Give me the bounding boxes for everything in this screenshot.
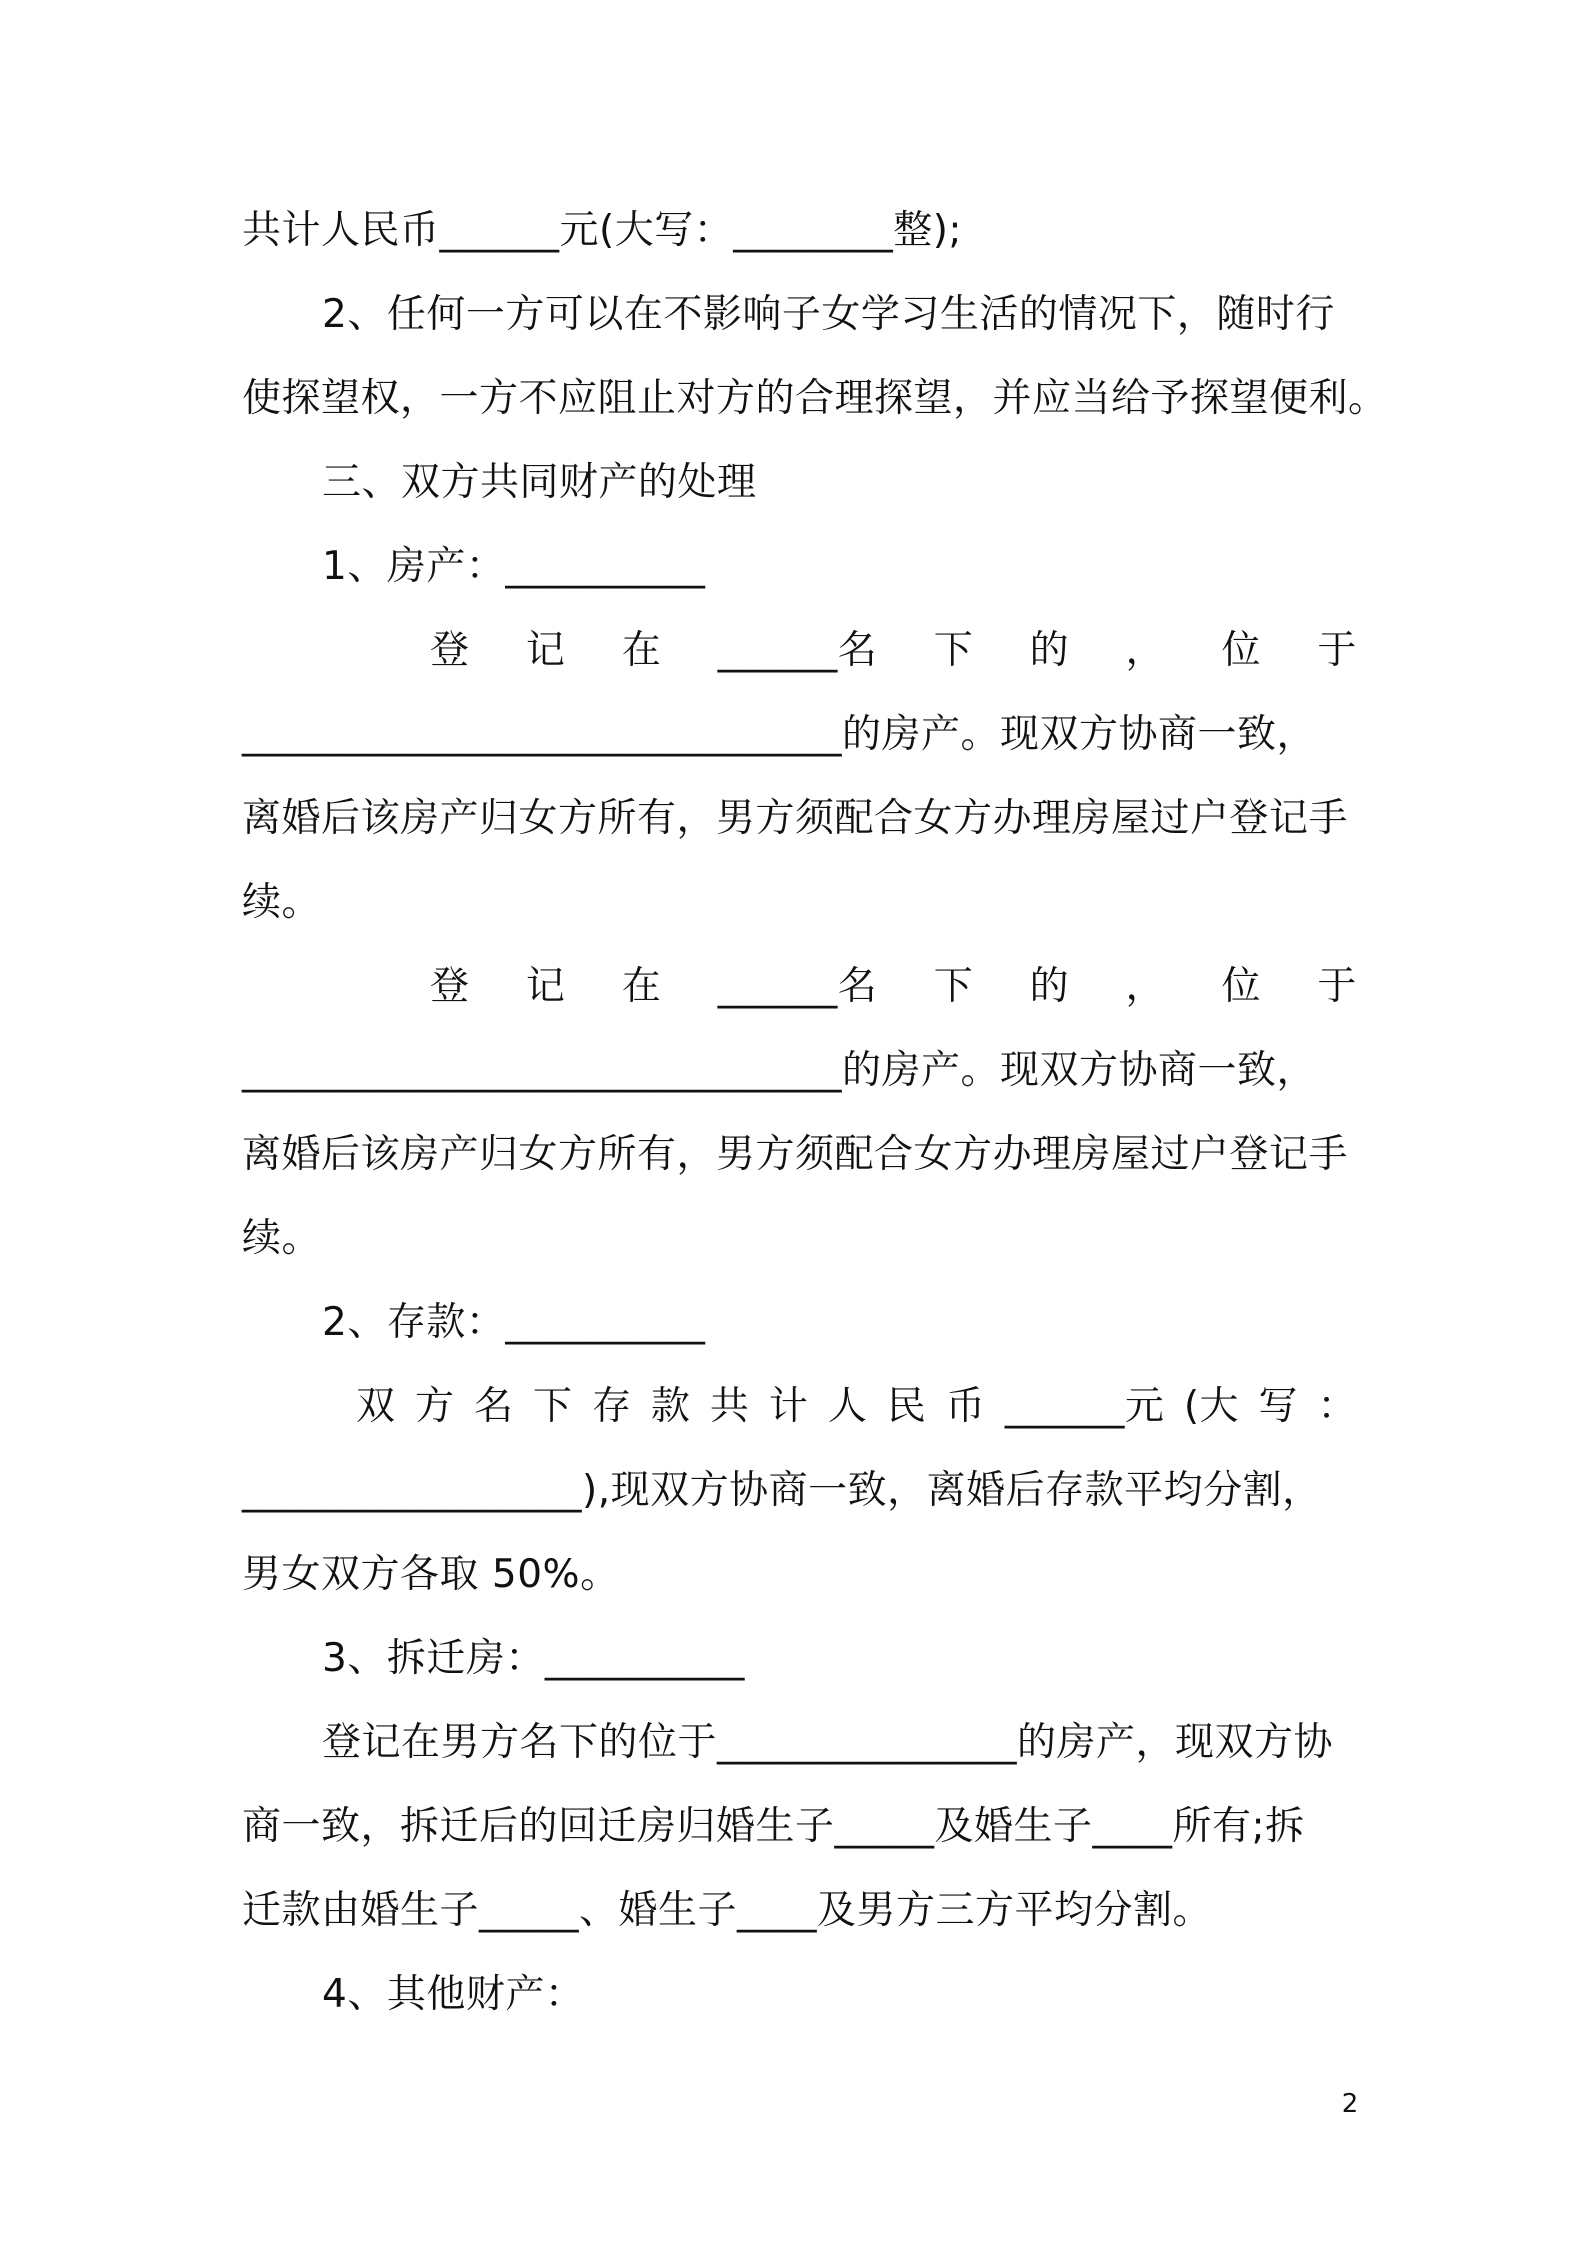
text-fragment: 在 [621,964,662,1009]
spread-text-line [430,621,1357,681]
text-line: 共计人民币______元(大写：________整); [242,208,963,253]
subsection-heading: 3、拆迁房：__________ [322,1636,745,1681]
text-fragment: 计 [768,1384,809,1429]
text-fragment: ： [1317,1384,1357,1429]
text-line: 登记在男方名下的位于_______________的房产，现双方协 [322,1720,1334,1765]
text-fragment: 在 [621,628,662,673]
text-line: 迁款由婚生子_____、婚生子____及男方三方平均分割。 [242,1888,1213,1933]
text-fragment: 双 [356,1384,396,1429]
text-fragment: 下 [532,1384,573,1429]
text-fragment: 名 [473,1384,514,1429]
text-fragment: (大 [1183,1384,1240,1429]
subsection-heading: 2、存款：__________ [322,1300,706,1345]
text-line: 商一致，拆迁后的回迁房归婚生子_____及婚生子____所有;拆 [242,1804,1305,1849]
text-fragment: 写 [1258,1384,1299,1429]
text-fragment: 人 [827,1384,868,1429]
text-fragment: 记 [525,964,566,1009]
text-fragment: 下 [933,628,974,673]
section-heading: 三、双方共同财产的处理 [322,460,757,505]
text-line: ______________________________的房产。现双方协商一致， [242,1048,1317,1093]
text-line: 续。 [242,880,322,925]
text-fragment: 存 [591,1384,632,1429]
subsection-heading: 1、房产：__________ [322,544,706,589]
text-fragment: 共 [709,1384,750,1429]
text-line: ______________________________的房产。现双方协商一致， [242,712,1317,757]
text-line: 2、任何一方可以在不影响子女学习生活的情况下，随时行 [322,292,1335,337]
text-fragment: 记 [525,628,566,673]
text-fragment: ， [1125,964,1166,1009]
text-fragment: 币 [945,1384,986,1429]
text-fragment: 的 [1029,628,1070,673]
spread-text-line [356,1377,1357,1437]
page-number: 2 [1341,2089,1359,2119]
text-fragment: 的 [1029,964,1070,1009]
text-line: 续。 [242,1216,322,1261]
text-line: 离婚后该房产归女方所有，男方须配合女方办理房屋过户登记手 [242,796,1349,841]
text-line: _________________),现双方协商一致，离婚后存款平均分割， [242,1468,1322,1513]
text-fragment: 下 [933,964,974,1009]
text-line: 使探望权，一方不应阻止对方的合理探望，并应当给予探望便利。 [242,376,1388,421]
text-fragment: 民 [886,1384,927,1429]
text-fragment: 方 [414,1384,455,1429]
text-fragment: ______元 [1004,1384,1165,1429]
text-fragment: 登 [430,628,470,673]
text-line: 男女双方各取 50%。 [242,1552,620,1597]
text-fragment: ______名 [717,964,878,1009]
text-fragment: 于 [1317,628,1357,673]
text-fragment: ______名 [717,628,878,673]
text-fragment: 于 [1317,964,1357,1009]
text-fragment: 位 [1221,628,1261,673]
text-fragment: 登 [430,964,470,1009]
text-fragment: 位 [1221,964,1261,1009]
text-line: 离婚后该房产归女方所有，男方须配合女方办理房屋过户登记手 [242,1132,1349,1177]
text-fragment: 款 [650,1384,691,1429]
subsection-heading: 4、其他财产： [322,1972,585,2017]
spread-text-line [430,957,1357,1017]
text-fragment: ， [1125,628,1166,673]
